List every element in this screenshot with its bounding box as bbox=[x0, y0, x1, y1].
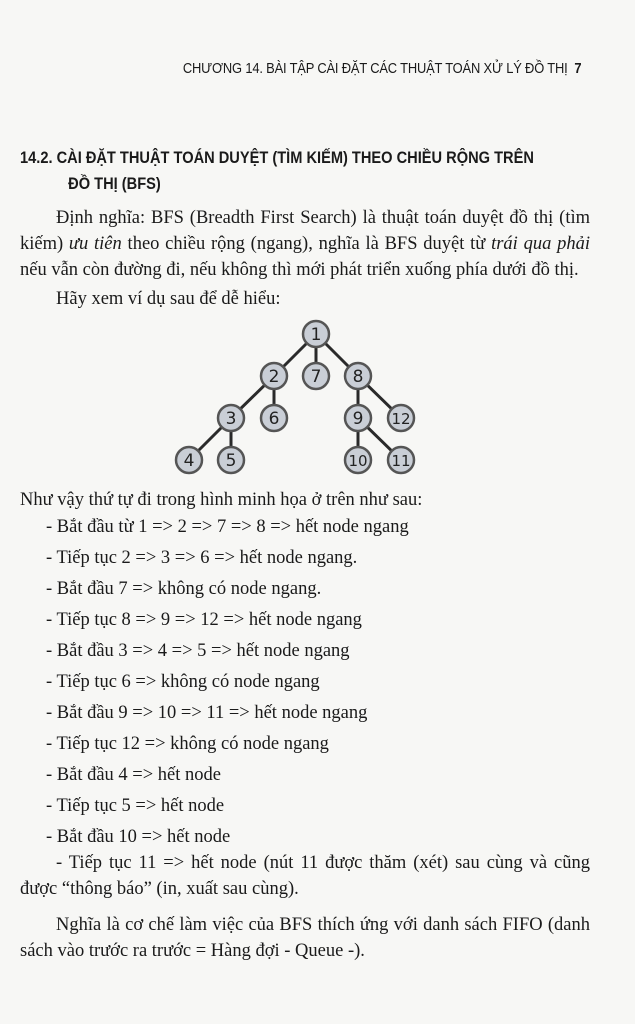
example-intro: Hãy xem ví dụ sau để dễ hiểu: bbox=[56, 289, 281, 309]
tree-node bbox=[345, 405, 371, 431]
traversal-step: - Bắt đầu 3 => 4 => 5 => hết node ngang bbox=[46, 641, 350, 661]
def-em-1: ưu tiên bbox=[68, 234, 122, 254]
last-step: - Tiếp tục 11 => hết node (nút 11 được thăm (xét) sau cùng và cũng được “thông báo” (in, xuất sau cùng). bbox=[20, 853, 590, 899]
tree-node bbox=[345, 447, 371, 473]
node-label: 5 bbox=[225, 451, 237, 471]
traversal-step: - Bắt đầu 7 => không có node ngang. bbox=[46, 579, 322, 599]
def-text-1: Định nghĩa: BFS (Breadth First Search) là thuật toán duyệt đồ thị (tìm kiếm) bbox=[20, 208, 590, 254]
traversal-step: - Bắt đầu 9 => 10 => 11 => hết node ngang bbox=[46, 703, 368, 723]
node-label: 1 bbox=[310, 325, 322, 345]
node-label: 2 bbox=[268, 367, 280, 387]
section-title-line2: ĐỒ THỊ (BFS) bbox=[68, 174, 161, 193]
order-intro: Như vậy thứ tự đi trong hình minh họa ở trên như sau: bbox=[20, 490, 423, 510]
traversal-step: - Tiếp tục 2 => 3 => 6 => hết node ngang. bbox=[46, 548, 358, 568]
tree-node bbox=[388, 447, 414, 473]
tree-node bbox=[261, 405, 287, 431]
def-text-3: nếu vẫn còn đường đi, nếu không thì mới phát triển xuống phía dưới đồ thị. bbox=[20, 260, 579, 280]
tree-node bbox=[345, 363, 371, 389]
traversal-step: - Tiếp tục 6 => không có node ngang bbox=[46, 672, 320, 692]
node-label: 3 bbox=[225, 409, 237, 429]
chapter-title: CHƯƠNG 14. BÀI TẬP CÀI ĐẶT CÁC THUẬT TOÁN XỬ LÝ ĐỒ THỊ bbox=[182, 60, 568, 77]
node-label: 7 bbox=[310, 367, 322, 387]
def-em-2: trái qua phải bbox=[491, 234, 590, 254]
node-label: 11 bbox=[391, 452, 411, 470]
tree-node bbox=[388, 405, 414, 431]
traversal-step: - Tiếp tục 5 => hết node bbox=[46, 796, 225, 816]
node-label: 12 bbox=[391, 410, 411, 428]
tree-node bbox=[218, 405, 244, 431]
tree-node bbox=[261, 363, 287, 389]
node-label: 4 bbox=[183, 451, 195, 471]
traversal-step: - Bắt đầu 4 => hết node bbox=[46, 765, 221, 785]
tree-node bbox=[303, 363, 329, 389]
traversal-step: - Tiếp tục 12 => không có node ngang bbox=[46, 734, 329, 754]
traversal-step: - Bắt đầu 10 => hết node bbox=[46, 827, 231, 847]
traversal-step: - Bắt đầu từ 1 => 2 => 7 => 8 => hết node ngang bbox=[46, 517, 409, 537]
page-number: 7 bbox=[573, 60, 581, 77]
def-text-2: theo chiều rộng (ngang), nghĩa là BFS duyệt từ bbox=[121, 234, 492, 254]
node-label: 8 bbox=[352, 367, 364, 387]
conclusion-paragraph: Nghĩa là cơ chế làm việc của BFS thích ứng với danh sách FIFO (danh sách vào trước ra trước = Hàng đợi - Queue -). bbox=[20, 915, 590, 961]
tree-node bbox=[176, 447, 202, 473]
tree-node bbox=[218, 447, 244, 473]
tree-node bbox=[303, 321, 329, 347]
node-label: 6 bbox=[268, 409, 280, 429]
node-label: 9 bbox=[352, 409, 364, 429]
traversal-step: - Tiếp tục 8 => 9 => 12 => hết node ngang bbox=[46, 610, 362, 630]
section-title-line1: 14.2. CÀI ĐẶT THUẬT TOÁN DUYỆT (TÌM KIẾM) THEO CHIỀU RỘNG TRÊN bbox=[20, 148, 534, 167]
node-label: 10 bbox=[348, 452, 368, 470]
